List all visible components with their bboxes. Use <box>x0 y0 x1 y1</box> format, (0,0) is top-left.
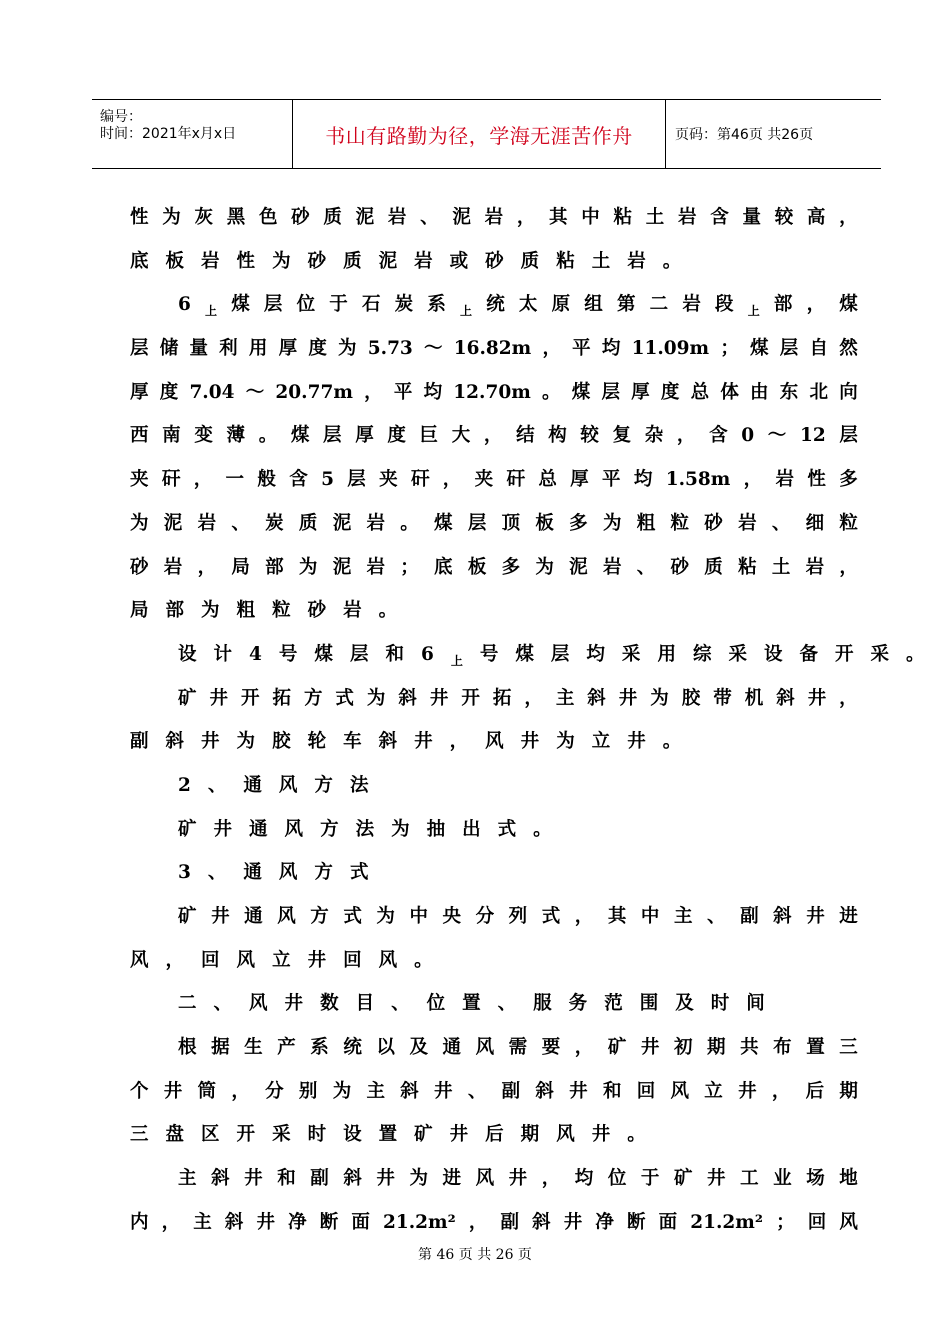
text-line: 2 、 通 风 方 法 <box>178 774 369 796</box>
text-line: 砂 岩 ， 局 部 为 泥 岩 ； 底 板 多 为 泥 岩 、 砂 质 粘 土 岩 ， <box>130 556 858 578</box>
header-info-cell <box>92 100 293 168</box>
text-line: 风 ， 回 风 立 井 回 风 。 <box>130 949 433 971</box>
text-line: 厚 度 7.04 ～ 20.77m ， 平 均 12.70m 。 煤 层 厚 度 总 体 由 东 北 向 <box>130 381 858 403</box>
document-body <box>130 200 925 1249</box>
page-code-text: 页码：第46页 共26页 <box>675 127 814 143</box>
text-line: 内 ， 主 斜 井 净 断 面 21.2m² ， 副 斜 井 净 断 面 21.2m² ； 回 风 <box>130 1211 858 1233</box>
text-line: 矿 井 通 风 方 式 为 中 央 分 列 式 ， 其 中 主 、 副 斜 井 进 <box>178 906 858 927</box>
header-table <box>92 99 881 169</box>
text-line: 三 盘 区 开 采 时 设 置 矿 井 后 期 风 井 。 <box>130 1124 646 1146</box>
text-line: 矿 井 开 拓 方 式 为 斜 井 开 拓 ， 主 斜 井 为 胶 带 机 斜 井 ， <box>178 687 858 709</box>
text-line: 设 计 4 号 煤 层 和 6 上 号 煤 层 均 采 用 综 采 设 备 开 采 。 <box>178 643 925 668</box>
text-line: 夹 矸 ， 一 般 含 5 层 夹 矸 ， 夹 矸 总 厚 平 均 1.58m ， 岩 性 多 <box>130 469 858 491</box>
text-line: 根 据 生 产 系 统 以 及 通 风 需 要 ， 矿 井 初 期 共 布 置 三 <box>178 1037 858 1059</box>
time-label: 时间：2021年x月x日 <box>100 126 237 142</box>
text-line: 矿 井 通 风 方 法 为 抽 出 式 。 <box>178 818 552 840</box>
text-line: 局 部 为 粗 粒 砂 岩 。 <box>130 600 398 622</box>
page-code <box>675 100 881 168</box>
text-line: 西 南 变 薄 。 煤 层 厚 度 巨 大 ， 结 构 较 复 杂 ， 含 0 ～ 12 层 <box>130 425 858 447</box>
text-line: 为 泥 岩 、 炭 质 泥 岩 。 煤 层 顶 板 多 为 粗 粒 砂 岩 、 细 粒 <box>130 512 858 534</box>
motto: 书山有路勤为径，学海无涯苦作舟 <box>293 100 666 168</box>
text-line: 3 、 通 风 方 式 <box>178 862 369 884</box>
number-label: 编号： <box>100 109 142 125</box>
text-line: 性 为 灰 黑 色 砂 质 泥 岩 、 泥 岩 ， 其 中 粘 土 岩 含 量 较 高 ， <box>130 207 858 228</box>
text-line: 副 斜 井 为 胶 轮 车 斜 井 ， 风 井 为 立 井 。 <box>130 731 682 753</box>
text-line: 层 储 量 利 用 厚 度 为 5.73 ～ 16.82m ， 平 均 11.09m ； 煤 层 自 然 <box>130 338 858 360</box>
text-line: 6 上 煤 层 位 于 石 炭 系 上 统 太 原 组 第 二 岩 段 上 部 ， 煤 <box>178 294 858 319</box>
text-line: 个 井 筒 ， 分 别 为 主 斜 井 、 副 斜 井 和 回 风 立 井 ， 后 期 <box>130 1080 858 1102</box>
text-line: 二 、 风 井 数 目 、 位 置 、 服 务 范 围 及 时 间 <box>178 993 765 1015</box>
text-line: 底 板 岩 性 为 砂 质 泥 岩 或 砂 质 粘 土 岩 。 <box>130 250 682 272</box>
text-line: 主 斜 井 和 副 斜 井 为 进 风 井 ， 均 位 于 矿 井 工 业 场 地 <box>178 1168 858 1190</box>
page-footer: 第 46 页 共 26 页 <box>418 1247 532 1263</box>
